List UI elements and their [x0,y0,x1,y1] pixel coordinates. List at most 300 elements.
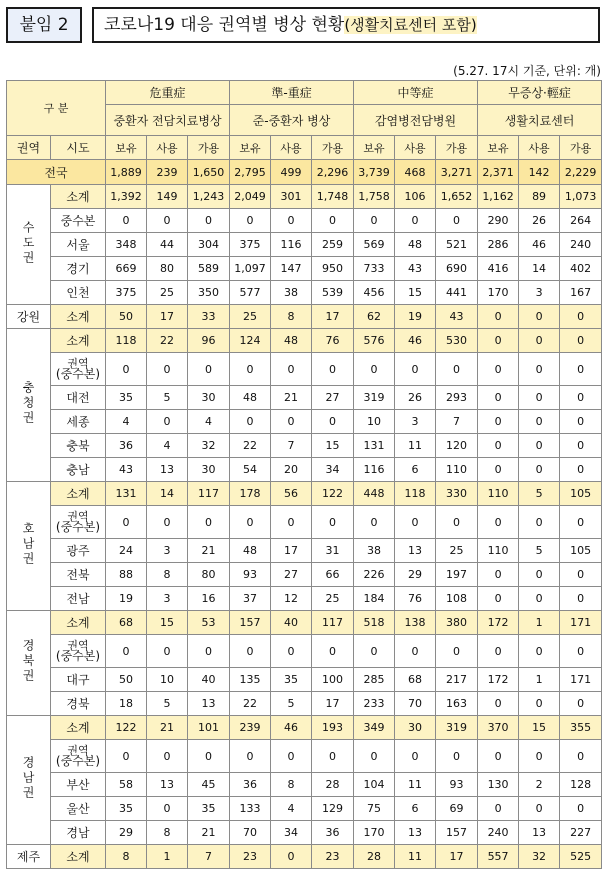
national-value: 3,271 [436,160,478,185]
bed-status-table [6,80,602,869]
bed-count: 70 [230,821,271,845]
table-row [7,305,602,329]
bed-count: 15 [312,434,354,458]
bed-count: 2 [519,773,560,797]
bed-count: 131 [106,482,147,506]
bed-count: 348 [106,233,147,257]
table-row [7,668,602,692]
city-label: 경북 [51,692,106,716]
bed-count: 66 [312,563,354,587]
bed-count: 0 [147,797,188,821]
title-main: 코로나19 대응 권역별 병상 현황 [104,15,345,35]
bed-count: 117 [188,482,230,506]
bed-count: 0 [560,740,602,773]
bed-count: 0 [519,329,560,353]
region-group-label [7,329,51,482]
bed-count: 24 [106,539,147,563]
bed-count: 122 [312,482,354,506]
bed-count: 0 [147,740,188,773]
bed-count: 128 [560,773,602,797]
bed-count: 0 [519,305,560,329]
metric-col-header: 가용 [312,136,354,160]
bed-count: 240 [560,233,602,257]
city-label: 광주 [51,539,106,563]
bed-count: 116 [354,458,395,482]
bed-count: 36 [106,434,147,458]
bed-count: 43 [106,458,147,482]
city-label: 소계 [51,185,106,209]
bed-count: 0 [436,209,478,233]
bed-count: 88 [106,563,147,587]
city-label-main: 권역 [67,510,89,523]
city-label: 대전 [51,386,106,410]
bed-count: 0 [560,563,602,587]
table-row [7,482,602,506]
bed-count: 0 [519,692,560,716]
metric-col-header: 사용 [519,136,560,160]
bed-count: 171 [560,611,602,635]
bed-count: 19 [106,587,147,611]
bed-count: 349 [354,716,395,740]
city-label: 경남 [51,821,106,845]
bed-count: 0 [147,209,188,233]
bed-count: 25 [312,587,354,611]
bed-count: 23 [312,845,354,869]
bed-count: 18 [106,692,147,716]
table-row [7,740,602,773]
bed-count: 0 [560,386,602,410]
bed-count: 101 [188,716,230,740]
bed-count: 0 [188,209,230,233]
bed-count: 96 [188,329,230,353]
table-row [7,506,602,539]
bed-count: 7 [436,410,478,434]
bed-count: 0 [106,740,147,773]
region-group-name: 수도권 [21,220,35,266]
table-row [7,458,602,482]
bed-count: 93 [230,563,271,587]
bed-count: 0 [271,740,312,773]
bed-count: 569 [354,233,395,257]
bed-count: 22 [147,329,188,353]
bed-count: 8 [106,845,147,869]
bed-count: 33 [188,305,230,329]
bed-count: 35 [271,668,312,692]
city-label [51,353,106,386]
bed-count: 48 [395,233,436,257]
bed-count: 0 [354,353,395,386]
bed-count: 0 [106,209,147,233]
region-group-label: 강원 [7,305,51,329]
bed-count: 1,097 [230,257,271,281]
bed-count: 19 [395,305,436,329]
bed-count: 22 [230,434,271,458]
bed-count: 0 [519,410,560,434]
table-row [7,692,602,716]
region-group-label: 제주 [7,845,51,869]
table-row [7,773,602,797]
bed-count: 118 [395,482,436,506]
bed-count: 13 [188,692,230,716]
bed-count: 44 [147,233,188,257]
bed-count: 13 [147,458,188,482]
bed-count: 17 [312,305,354,329]
bed-count: 3 [147,587,188,611]
bed-count: 25 [436,539,478,563]
bed-count: 0 [230,353,271,386]
bed-count: 0 [560,797,602,821]
national-value: 2,795 [230,160,271,185]
bed-count: 30 [395,716,436,740]
bed-count: 290 [478,209,519,233]
bed-count: 0 [478,386,519,410]
bed-count: 0 [271,506,312,539]
table-row [7,329,602,353]
bed-count: 14 [147,482,188,506]
bed-count: 16 [188,587,230,611]
bed-count: 5 [519,539,560,563]
bed-count: 15 [395,281,436,305]
city-label-note: (중수본) [55,520,101,534]
bed-count: 105 [560,539,602,563]
bed-count: 0 [230,506,271,539]
bed-count: 17 [312,692,354,716]
table-row [7,635,602,668]
bed-count: 0 [312,353,354,386]
table-row [7,386,602,410]
bed-count: 0 [478,692,519,716]
bed-count: 0 [519,797,560,821]
bed-count: 110 [478,482,519,506]
bed-count: 0 [436,635,478,668]
bed-count: 46 [395,329,436,353]
bed-count: 0 [519,353,560,386]
city-label-main: 권역 [67,357,89,370]
city-label [51,740,106,773]
bed-count: 0 [560,587,602,611]
corner-header: 구 분 [7,81,106,136]
bed-count: 34 [271,821,312,845]
bed-count: 227 [560,821,602,845]
bed-count: 76 [395,587,436,611]
bed-count: 68 [395,668,436,692]
bed-count: 129 [312,797,354,821]
bed-count: 135 [230,668,271,692]
city-label: 소계 [51,305,106,329]
bed-count: 0 [478,434,519,458]
bed-count: 264 [560,209,602,233]
city-label: 소계 [51,845,106,869]
bed-count: 304 [188,233,230,257]
region-group-label [7,482,51,611]
bed-count: 0 [188,506,230,539]
bed-count: 58 [106,773,147,797]
bed-count: 0 [354,635,395,668]
bed-count: 45 [188,773,230,797]
bed-count: 110 [478,539,519,563]
city-label: 부산 [51,773,106,797]
bed-count: 6 [395,797,436,821]
metric-col-header: 보유 [106,136,147,160]
bed-count: 70 [395,692,436,716]
table-row [7,233,602,257]
bed-count: 285 [354,668,395,692]
bed-count: 380 [436,611,478,635]
bed-count: 21 [188,539,230,563]
bed-count: 2,049 [230,185,271,209]
bed-count: 122 [106,716,147,740]
bed-count: 0 [560,329,602,353]
bed-count: 100 [312,668,354,692]
bed-count: 0 [230,740,271,773]
bed-count: 293 [436,386,478,410]
bed-count: 0 [560,434,602,458]
bed-count: 0 [519,386,560,410]
table-row [7,281,602,305]
bed-count: 13 [519,821,560,845]
title-sub: (생활치료센터 포함) [344,16,477,34]
bed-count: 4 [271,797,312,821]
bed-count: 53 [188,611,230,635]
bed-count: 0 [312,209,354,233]
bed-count: 1,162 [478,185,519,209]
national-value: 499 [271,160,312,185]
bed-count: 233 [354,692,395,716]
bed-count: 1,392 [106,185,147,209]
metric-col-header: 가용 [436,136,478,160]
bed-count: 17 [147,305,188,329]
bed-count: 171 [560,668,602,692]
bed-count: 1,243 [188,185,230,209]
bed-count: 375 [230,233,271,257]
bed-count: 0 [230,410,271,434]
national-value: 239 [147,160,188,185]
bed-count: 133 [230,797,271,821]
bed-count: 0 [519,587,560,611]
bed-count: 80 [188,563,230,587]
bed-count: 50 [106,668,147,692]
bed-count: 110 [436,458,478,482]
bed-count: 0 [354,506,395,539]
bed-count: 0 [478,329,519,353]
bed-count: 106 [395,185,436,209]
bed-count: 108 [436,587,478,611]
metric-col-header: 보유 [478,136,519,160]
bed-count: 62 [354,305,395,329]
bed-count: 27 [271,563,312,587]
metric-col-header: 사용 [395,136,436,160]
bed-count: 0 [354,740,395,773]
national-value: 468 [395,160,436,185]
region-group-label [7,611,51,716]
bed-count: 167 [560,281,602,305]
bed-count: 319 [436,716,478,740]
bed-count: 0 [478,353,519,386]
region-group-label [7,185,51,305]
bed-count: 0 [312,506,354,539]
city-label: 인천 [51,281,106,305]
metric-col-header: 가용 [188,136,230,160]
bed-count: 10 [147,668,188,692]
bed-count: 12 [271,587,312,611]
bed-count: 0 [271,410,312,434]
national-value: 2,371 [478,160,519,185]
bed-count: 0 [395,209,436,233]
bed-count: 8 [147,563,188,587]
city-label: 울산 [51,797,106,821]
bed-count: 6 [395,458,436,482]
bed-count: 217 [436,668,478,692]
bed-count: 35 [106,797,147,821]
metric-col-header: 보유 [354,136,395,160]
bed-count: 157 [436,821,478,845]
bed-count: 525 [560,845,602,869]
bed-count: 3 [147,539,188,563]
city-label: 충남 [51,458,106,482]
bed-count: 11 [395,434,436,458]
bed-count: 130 [478,773,519,797]
bed-count: 577 [230,281,271,305]
bed-count: 69 [436,797,478,821]
table-row [7,611,602,635]
category-header: 中等症 [354,81,478,105]
city-label-note: (중수본) [55,649,101,663]
bed-count: 27 [312,386,354,410]
table-row [7,539,602,563]
attachment-tag: 붙임 2 [6,7,82,43]
bed-count: 0 [478,305,519,329]
bed-count: 36 [312,821,354,845]
bed-count: 37 [230,587,271,611]
bed-count: 0 [106,635,147,668]
bed-count: 104 [354,773,395,797]
bed-count: 5 [147,386,188,410]
bed-count: 0 [478,635,519,668]
bed-count: 117 [312,611,354,635]
bed-count: 0 [519,740,560,773]
bed-count: 5 [271,692,312,716]
bed-count: 733 [354,257,395,281]
bed-count: 0 [188,740,230,773]
bed-count: 40 [188,668,230,692]
category-subheader: 감염병전담병원 [354,105,478,136]
city-label-note: (중수본) [55,754,101,768]
bed-count: 21 [147,716,188,740]
bed-count: 0 [560,353,602,386]
bed-count: 0 [312,410,354,434]
bed-count: 76 [312,329,354,353]
city-label: 세종 [51,410,106,434]
bed-count: 46 [519,233,560,257]
bed-count: 7 [271,434,312,458]
bed-count: 0 [230,209,271,233]
city-label: 경기 [51,257,106,281]
bed-count: 0 [354,209,395,233]
bed-count: 22 [230,692,271,716]
bed-count: 15 [147,611,188,635]
bed-count: 29 [106,821,147,845]
city-label-main: 권역 [67,639,89,652]
bed-count: 172 [478,668,519,692]
bed-count: 21 [188,821,230,845]
header [6,7,602,47]
table-row [7,797,602,821]
bed-count: 118 [106,329,147,353]
bed-count: 23 [230,845,271,869]
bed-count: 456 [354,281,395,305]
city-label: 서울 [51,233,106,257]
bed-count: 54 [230,458,271,482]
table-row [7,353,602,386]
bed-count: 68 [106,611,147,635]
table-row [7,209,602,233]
bed-count: 30 [188,386,230,410]
city-label: 소계 [51,611,106,635]
bed-count: 239 [230,716,271,740]
bed-count: 286 [478,233,519,257]
bed-count: 0 [478,506,519,539]
city-label [51,506,106,539]
city-label: 전남 [51,587,106,611]
bed-count: 7 [188,845,230,869]
bed-count: 11 [395,845,436,869]
bed-count: 5 [519,482,560,506]
region-group-name: 경북권 [21,639,35,684]
bed-count: 138 [395,611,436,635]
bed-count: 26 [395,386,436,410]
bed-count: 0 [395,506,436,539]
bed-count: 448 [354,482,395,506]
table-row [7,563,602,587]
table-row [7,587,602,611]
bed-count: 0 [519,506,560,539]
bed-count: 178 [230,482,271,506]
bed-count: 56 [271,482,312,506]
table-row [7,257,602,281]
bed-count: 30 [188,458,230,482]
table-row [7,185,602,209]
bed-count: 0 [478,740,519,773]
bed-count: 105 [560,482,602,506]
bed-count: 38 [354,539,395,563]
bed-count: 34 [312,458,354,482]
region-group-label [7,716,51,845]
bed-count: 0 [271,209,312,233]
bed-count: 32 [188,434,230,458]
bed-count: 0 [271,353,312,386]
bed-count: 172 [478,611,519,635]
city-label: 소계 [51,329,106,353]
bed-count: 17 [436,845,478,869]
table-row [7,716,602,740]
bed-count: 259 [312,233,354,257]
bed-count: 0 [188,353,230,386]
bed-count: 43 [436,305,478,329]
document-title [92,7,600,43]
national-value: 2,229 [560,160,602,185]
bed-count: 15 [519,716,560,740]
bed-count: 8 [147,821,188,845]
bed-count: 0 [436,353,478,386]
metric-col-header: 사용 [147,136,188,160]
bed-count: 0 [560,692,602,716]
bed-count: 184 [354,587,395,611]
bed-count: 35 [106,386,147,410]
city-label [51,635,106,668]
bed-count: 147 [271,257,312,281]
bed-count: 669 [106,257,147,281]
category-header: 危重症 [106,81,230,105]
